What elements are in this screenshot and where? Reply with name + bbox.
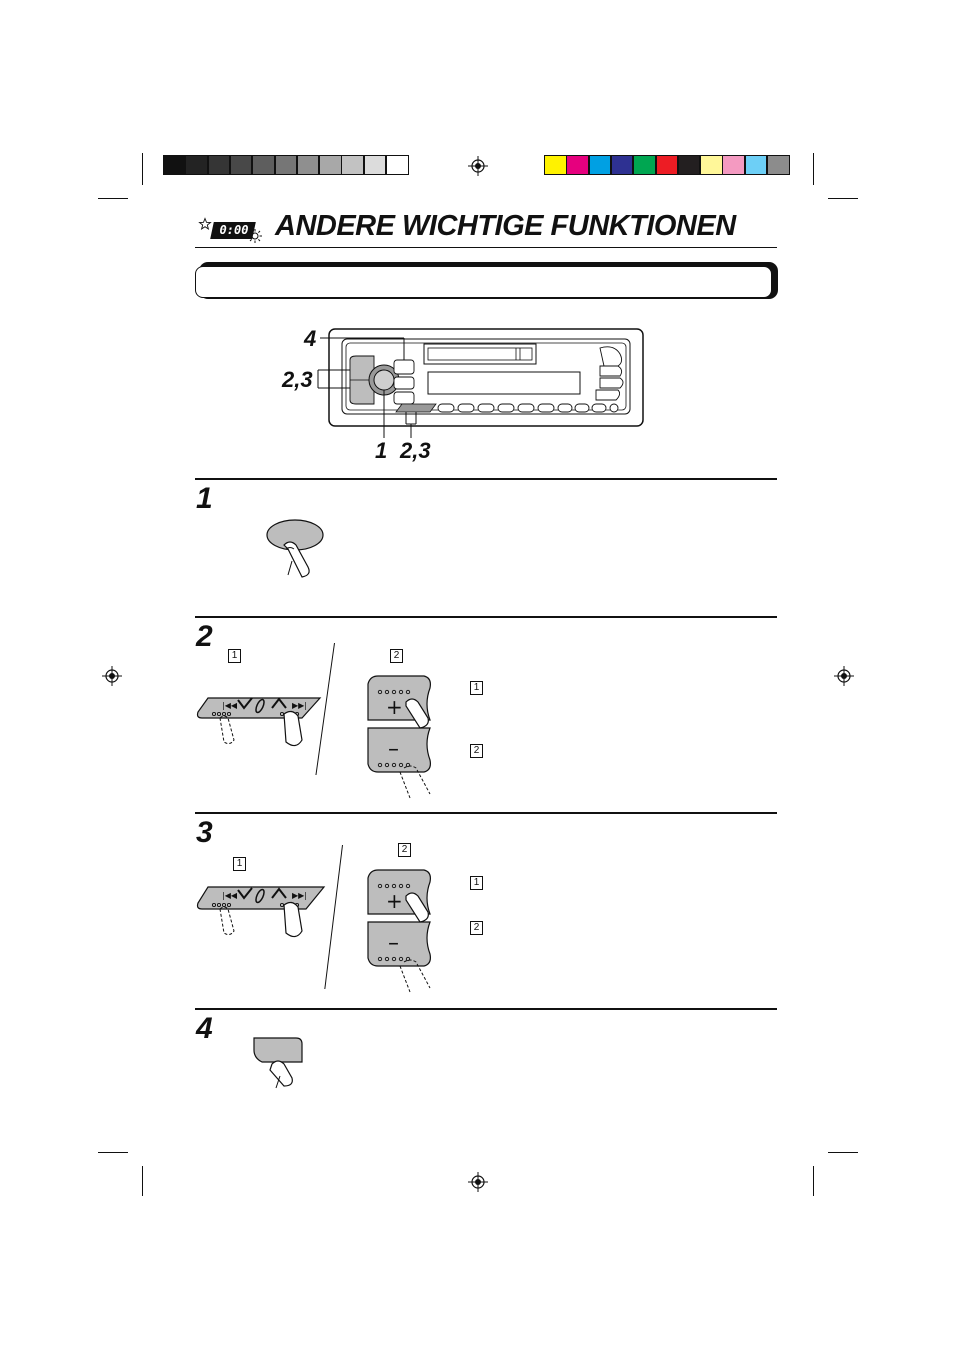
gray-swatch [341, 155, 364, 175]
step-3-list-box-2: 2 [470, 921, 483, 935]
callout-label-2-3-left: 2,3 [282, 367, 313, 392]
registration-mark-bottom-icon [468, 1172, 488, 1192]
step-2-number: 2 [196, 620, 213, 653]
svg-text:|◀◀: |◀◀ [222, 701, 237, 710]
callout-label-2-3-bottom: 2,3 [400, 438, 431, 463]
gray-swatch [185, 155, 208, 175]
step-2-box-1: 1 [228, 649, 241, 663]
gray-swatch [275, 155, 298, 175]
svg-text:+: + [386, 695, 403, 719]
svg-text:▶▶|: ▶▶| [292, 701, 307, 710]
svg-text:+: + [386, 889, 403, 913]
color-swatch [767, 155, 790, 175]
color-swatch [678, 155, 701, 175]
gray-swatch [208, 155, 231, 175]
color-swatch [722, 155, 745, 175]
step-3-seek-bar-illustration [198, 877, 328, 947]
step-3-volume-buttons-illustration [360, 866, 440, 996]
gray-swatch [386, 155, 409, 175]
registration-mark-top-icon [468, 156, 488, 176]
svg-text:▶▶|: ▶▶| [292, 891, 307, 900]
step-2-list-box-2: 2 [470, 744, 483, 758]
sun-icon [248, 229, 262, 243]
gray-swatch [364, 155, 387, 175]
step-3-rule [195, 812, 777, 814]
color-swatch [656, 155, 679, 175]
step-3-box-1: 1 [233, 857, 246, 871]
color-swatch [566, 155, 589, 175]
gray-swatch [252, 155, 275, 175]
registration-mark-left-icon [102, 666, 122, 686]
step-2-volume-buttons-illustration [360, 672, 440, 802]
step-3-list-box-1: 1 [470, 876, 483, 890]
gray-swatch [163, 155, 186, 175]
section-banner [195, 266, 772, 298]
star-icon [199, 218, 211, 230]
step-2-list-box-1: 1 [470, 681, 483, 695]
color-swatch [544, 155, 567, 175]
car-stereo-panel-illustration [328, 328, 644, 428]
svg-text:–: – [388, 737, 399, 762]
color-swatch [611, 155, 634, 175]
step-1-number: 1 [196, 482, 213, 515]
color-swatch [700, 155, 723, 175]
step-3-box-2: 2 [398, 843, 411, 857]
gray-swatch [230, 155, 253, 175]
step-2-rule [195, 616, 777, 618]
step-1-rule [195, 478, 777, 480]
step-3-number: 3 [196, 816, 213, 849]
step-4-rule [195, 1008, 777, 1010]
finger-press-icon [270, 1061, 292, 1088]
step-2-seek-bar-illustration [198, 686, 328, 756]
callout-label-4: 4 [304, 326, 317, 351]
svg-text:–: – [388, 931, 399, 956]
step-4-button-press-illustration [250, 1034, 310, 1088]
step-1-button-press-illustration [262, 515, 332, 577]
gray-swatch [319, 155, 342, 175]
callout-label-1: 1 [375, 438, 388, 463]
gray-swatch [297, 155, 320, 175]
color-swatch [745, 155, 768, 175]
page-title: ANDERE WICHTIGE FUNKTIONEN [275, 210, 736, 242]
step-4-number: 4 [196, 1012, 213, 1045]
svg-text:|◀◀: |◀◀ [222, 891, 237, 900]
registration-mark-right-icon [834, 666, 854, 686]
color-swatch [589, 155, 612, 175]
title-underline [195, 247, 777, 248]
step-2-box-2: 2 [390, 649, 403, 663]
clock-display-text: 0:00 [219, 223, 249, 237]
color-swatch [633, 155, 656, 175]
